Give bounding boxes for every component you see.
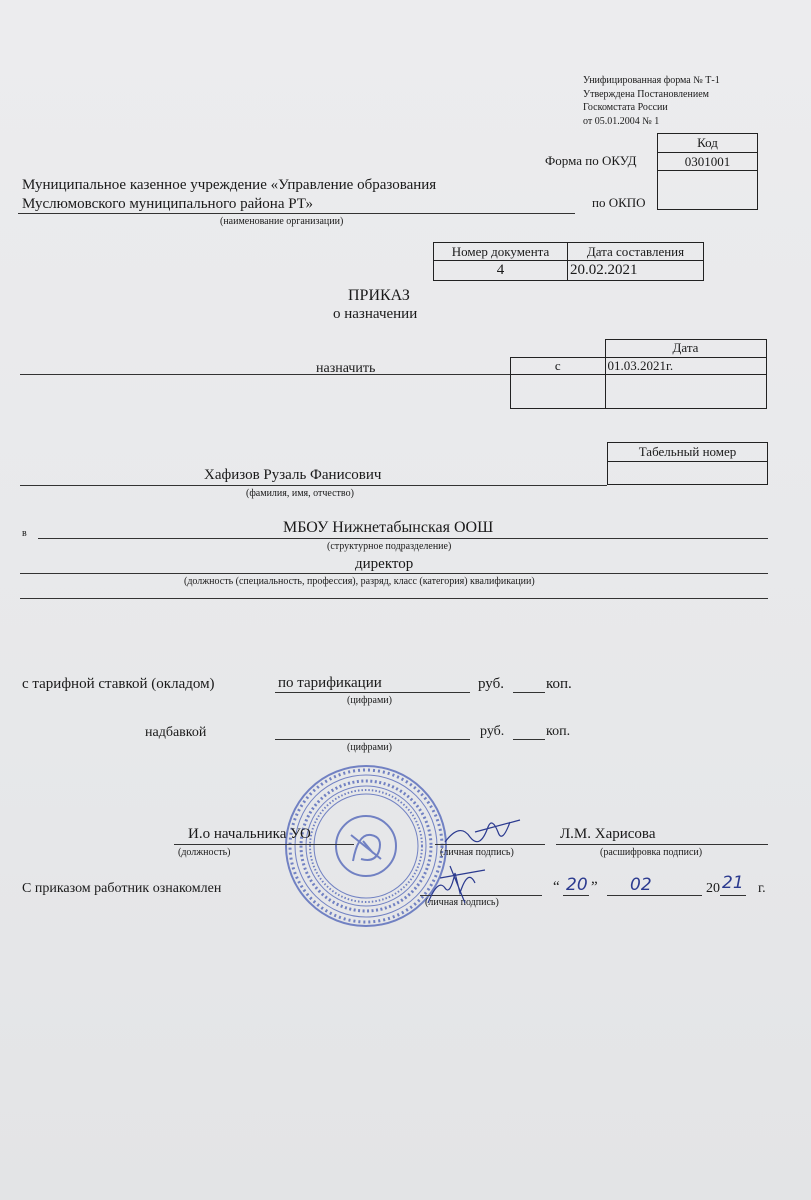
form-line-2: Утверждена Постановлением xyxy=(583,88,709,100)
bonus-digits-caption: (цифрами) xyxy=(347,742,392,753)
organization-name xyxy=(22,176,436,214)
page-title: ПРИКАЗ xyxy=(348,287,410,304)
rate-value: по тарификации xyxy=(278,675,382,691)
kod-header: Код xyxy=(658,134,758,153)
head-signature-caption: (личная подпись) xyxy=(440,847,514,858)
document-table xyxy=(433,242,704,281)
position: директор xyxy=(355,556,414,572)
appoint-underline xyxy=(20,374,510,375)
quote-open: “ xyxy=(553,879,560,895)
acknowledgement-label: С приказом работник ознакомлен xyxy=(22,881,222,896)
appoint-label: назначить xyxy=(316,361,376,376)
rate-kop: коп. xyxy=(546,676,572,692)
doc-date-header: Дата составления xyxy=(568,243,704,261)
ack-signature-caption: (личная подпись) xyxy=(425,897,499,908)
ack-month-underline xyxy=(607,895,702,896)
extra-underline xyxy=(20,598,768,599)
form-line-1: Унифицированная форма № Т-1 xyxy=(583,75,720,86)
doc-number-header: Номер документа xyxy=(434,243,568,261)
form-header xyxy=(583,74,720,128)
form-line-3: Госкомстата России xyxy=(583,102,668,113)
head-signature xyxy=(440,812,535,852)
employee-signature xyxy=(420,858,500,908)
quote-close: ” xyxy=(591,879,598,895)
year-suffix-label: г. xyxy=(758,881,766,896)
bonus-kop-underline xyxy=(513,739,545,740)
okud-value: 0301001 xyxy=(658,153,758,171)
bonus-kop: коп. xyxy=(546,724,571,739)
bonus-rub: руб. xyxy=(480,724,505,739)
head-name-caption: (расшифровка подписи) xyxy=(600,847,703,858)
head-name-underline xyxy=(556,844,768,845)
employee-name: Хафизов Рузаль Фанисович xyxy=(204,467,382,483)
rate-kop-underline xyxy=(513,692,545,693)
position-underline xyxy=(20,573,768,574)
tab-number-value xyxy=(608,462,768,485)
organization-caption: (наименование организации) xyxy=(220,216,344,227)
okud-label: Форма по ОКУД xyxy=(545,153,637,168)
head-position-caption: (должность) xyxy=(178,847,231,858)
head-position-underline xyxy=(174,844,354,845)
organization-line-2: Муслюмовского муниципального района РТ» xyxy=(22,196,314,212)
okpo-label: по ОКПО xyxy=(592,195,646,210)
bonus-underline xyxy=(275,739,470,740)
unit-in-label: в xyxy=(22,528,27,539)
ack-year-underline xyxy=(720,895,746,896)
ack-day-underline xyxy=(563,895,589,896)
codes-table xyxy=(657,133,758,210)
appoint-from-label: с xyxy=(511,357,606,374)
structural-unit: МБОУ Нижнетабынская ООШ xyxy=(283,519,494,536)
ack-day: 20 xyxy=(566,875,588,895)
page-subtitle: о назначении xyxy=(333,306,418,322)
appoint-date-table xyxy=(510,339,767,409)
unit-caption: (структурное подразделение) xyxy=(327,541,452,552)
rate-label: с тарифной ставкой (окладом) xyxy=(22,676,215,692)
head-position: И.о начальника УО xyxy=(188,826,311,842)
ack-month: 02 xyxy=(630,875,652,895)
head-name: Л.М. Харисова xyxy=(560,826,656,842)
bonus-label: надбавкой xyxy=(145,725,207,740)
rate-digits-caption: (цифрами) xyxy=(347,695,392,706)
doc-number: 4 xyxy=(434,261,568,281)
ack-year-prefix: 20 xyxy=(706,881,720,896)
doc-date: 20.02.2021 xyxy=(568,261,704,281)
position-caption: (должность (специальность, профессия), разряд, класс (категория) квалификации) xyxy=(184,576,535,587)
employee-name-underline xyxy=(20,485,607,486)
organization-underline xyxy=(18,213,575,214)
ack-year: 21 xyxy=(722,873,744,893)
okpo-value xyxy=(658,171,758,210)
appoint-date-header: Дата xyxy=(605,340,766,358)
rate-rub: руб. xyxy=(478,676,504,692)
tab-number-table xyxy=(607,442,768,485)
organization-line-1: Муниципальное казенное учреждение «Управление образования xyxy=(22,177,437,193)
tab-number-header: Табельный номер xyxy=(608,443,768,462)
unit-underline xyxy=(38,538,768,539)
appoint-from-date: 01.03.2021г. xyxy=(605,357,766,374)
rate-underline xyxy=(275,692,470,693)
employee-name-caption: (фамилия, имя, отчество) xyxy=(246,488,354,499)
form-line-4: от 05.01.2004 № 1 xyxy=(583,115,660,127)
